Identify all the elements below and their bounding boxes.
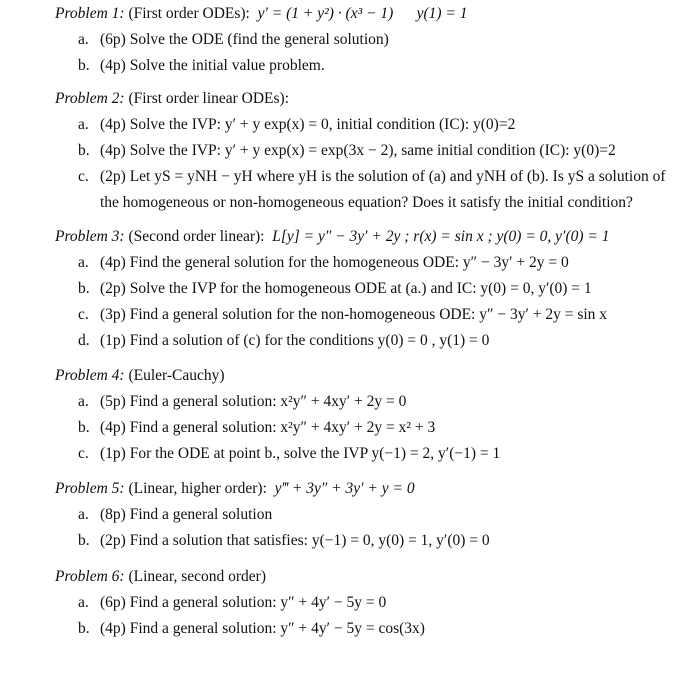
problem-condition: y(1) = 1 (416, 5, 468, 22)
item-letter: b. (78, 532, 90, 549)
problem-title: Problem 4: (55, 367, 125, 384)
problem-5-heading (55, 480, 415, 498)
problem-2-heading (55, 90, 289, 108)
problem-3-item-c (78, 306, 607, 324)
problem-title: Problem 6: (55, 568, 125, 585)
problem-title: Problem 5: (55, 480, 125, 497)
item-letter: b. (78, 57, 90, 74)
problem-2-item-c-continuation: the homogeneous or non-homogeneous equation? Does it satisfy the initial condition? (100, 194, 633, 211)
item-text: (6p) Find a general solution: y″ + 4y′ − 5y = 0 (100, 594, 387, 611)
item-text: (3p) Find a general solution for the non-homogeneous ODE: y″ − 3y′ + 2y = sin x (100, 306, 608, 323)
item-letter: c. (78, 306, 89, 323)
problem-6-item-a (78, 594, 386, 612)
item-text: (2p) Let yS = yNH − yH where yH is the solution of (a) and yNH of (b). Is yS a solution of (100, 168, 666, 185)
item-text: (5p) Find a general solution: x²y″ + 4xy′ + 2y = 0 (100, 393, 407, 410)
problem-4-heading (55, 367, 225, 385)
problem-subtitle: (First order linear ODEs): (128, 90, 290, 107)
problem-subtitle: (First order ODEs): (128, 5, 250, 22)
item-letter: a. (78, 506, 89, 523)
item-text: (6p) Solve the ODE (find the general solution) (100, 31, 389, 48)
problem-6-item-b (78, 620, 425, 638)
item-text: (4p) Find the general solution for the homogeneous ODE: y″ − 3y′ + 2y = 0 (100, 254, 569, 271)
item-text: (4p) Solve the IVP: y′ + y exp(x) = exp(3x − 2), same initial condition (IC): y(0)=2 (100, 142, 616, 159)
problem-1-item-b (78, 57, 325, 75)
problem-equation: L[y] = y″ − 3y′ + 2y ; r(x) = sin x ; y(0) = 0, y′(0) = 1 (272, 228, 610, 245)
problem-title: Problem 2: (55, 90, 125, 107)
item-letter: a. (78, 116, 89, 133)
item-letter: a. (78, 393, 89, 410)
problem-1-item-a (78, 31, 389, 49)
item-text: (8p) Find a general solution (100, 506, 273, 523)
problem-subtitle: (Linear, higher order): (128, 480, 267, 497)
problem-3-item-d (78, 332, 489, 350)
item-letter: b. (78, 142, 90, 159)
item-text: (4p) Find a general solution: x²y″ + 4xy′ + 2y = x² + 3 (100, 419, 436, 436)
item-letter: b. (78, 280, 90, 297)
item-text: (2p) Solve the IVP for the homogeneous ODE at (a.) and IC: y(0) = 0, y′(0) = 1 (100, 280, 592, 297)
item-letter: b. (78, 620, 90, 637)
item-text: (4p) Find a general solution: y″ + 4y′ − 5y = cos(3x) (100, 620, 425, 637)
item-letter: c. (78, 168, 89, 185)
problem-4-item-c (78, 445, 500, 463)
problem-title: Problem 1: (55, 5, 125, 22)
problem-4-item-b (78, 419, 435, 437)
item-text: (4p) Solve the IVP: y′ + y exp(x) = 0, initial condition (IC): y(0)=2 (100, 116, 516, 133)
problem-2-item-c (78, 168, 666, 186)
problem-subtitle: (Second order linear): (128, 228, 265, 245)
item-letter: d. (78, 332, 90, 349)
item-letter: b. (78, 419, 90, 436)
item-letter: a. (78, 594, 89, 611)
item-letter: a. (78, 31, 89, 48)
problem-3-item-b (78, 280, 592, 298)
problem-1-heading (55, 5, 468, 23)
problem-3-item-a (78, 254, 569, 272)
problem-subtitle: (Euler-Cauchy) (128, 367, 225, 384)
item-text: (2p) Find a solution that satisfies: y(−1) = 0, y(0) = 1, y′(0) = 0 (100, 532, 490, 549)
problem-5-item-b (78, 532, 490, 550)
problem-title: Problem 3: (55, 228, 125, 245)
problem-equation: y‴ + 3y″ + 3y′ + y = 0 (274, 480, 415, 497)
item-letter: a. (78, 254, 89, 271)
problem-subtitle: (Linear, second order) (128, 568, 266, 585)
problem-4-item-a (78, 393, 406, 411)
problem-6-heading (55, 568, 266, 586)
item-text: (1p) Find a solution of (c) for the conditions y(0) = 0 , y(1) = 0 (100, 332, 490, 349)
problem-2-item-a (78, 116, 515, 134)
problem-equation: y′ = (1 + y²) · (x³ − 1) (257, 5, 394, 22)
problem-5-item-a (78, 506, 272, 524)
item-letter: c. (78, 445, 89, 462)
problem-2-item-b (78, 142, 616, 160)
item-text: (1p) For the ODE at point b., solve the IVP y(−1) = 2, y′(−1) = 1 (100, 445, 501, 462)
item-text: (4p) Solve the initial value problem. (100, 57, 325, 74)
problem-3-heading (55, 228, 609, 246)
